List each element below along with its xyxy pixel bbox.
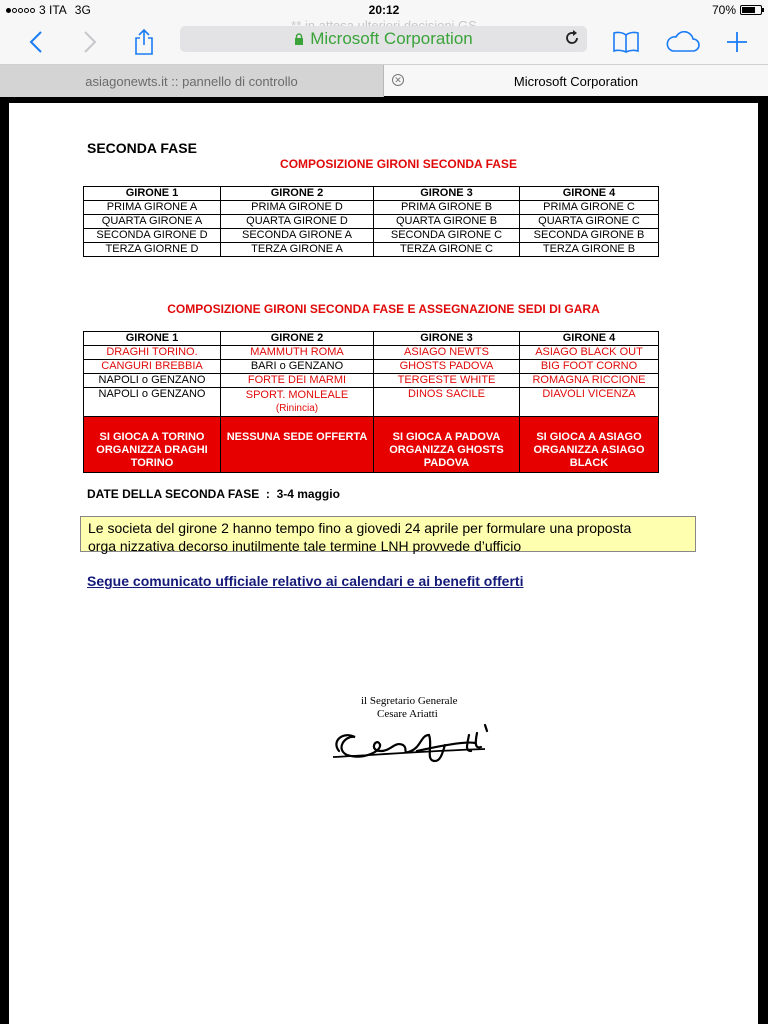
battery-percent: 70% xyxy=(711,3,736,17)
venue-row xyxy=(84,417,659,473)
table-header-row xyxy=(84,332,659,346)
team-cell: ASIAGO BLACK OUT xyxy=(520,346,659,360)
table-cell: PRIMA GIRONE B xyxy=(374,201,520,215)
new-tab-button[interactable] xyxy=(719,24,755,60)
heading-venues: COMPOSIZIONE GIRONI SECONDA FASE E ASSEGNAZIONE SEDI DI GARA xyxy=(167,302,600,316)
table-row xyxy=(84,346,659,360)
clock: 20:12 xyxy=(368,3,400,17)
reload-icon xyxy=(563,29,581,47)
table-cell: QUARTA GIRONE D xyxy=(221,215,374,229)
table-row xyxy=(84,215,659,229)
icloud-tabs-button[interactable] xyxy=(665,24,701,60)
team-cell: DRAGHI TORINO. xyxy=(84,346,221,360)
battery-icon xyxy=(740,5,762,15)
venue-cell: SI GIOCA A TORINO ORGANIZZA DRAGHI TORINO xyxy=(84,417,221,473)
table-row xyxy=(84,243,659,257)
site-title: Microsoft Corporation xyxy=(310,29,473,48)
column-header: GIRONE 4 xyxy=(520,332,659,346)
status-right xyxy=(712,3,762,17)
table-cell: TERZA GIRONE C xyxy=(374,243,520,257)
venue-cell: SI GIOCA A PADOVA ORGANIZZA GHOSTS PADOVA xyxy=(374,417,520,473)
team-cell: NAPOLI o GENZANO xyxy=(84,388,221,417)
table-cell: TERZA GIORNE D xyxy=(84,243,221,257)
signature-name: Cesare Ariatti xyxy=(377,708,438,720)
team-cell: BIG FOOT CORNO xyxy=(520,360,659,374)
column-header: GIRONE 3 xyxy=(374,332,520,346)
notice-line: orga nizzativa decorso inutilmente tale termine LNH provvede d’ufficio xyxy=(88,538,522,554)
carrier-label: 3 ITA xyxy=(39,3,67,17)
tab-label: Microsoft Corporation xyxy=(513,73,639,89)
venue-cell: SI GIOCA A ASIAGO ORGANIZZA ASIAGO BLACK xyxy=(520,417,659,473)
team-cell: GHOSTS PADOVA xyxy=(374,360,520,374)
cloud-tabs-icon xyxy=(665,31,701,53)
team-cell: BARI o GENZANO xyxy=(221,360,374,374)
page-title: SECONDA FASE xyxy=(87,140,197,156)
column-header: GIRONE 1 xyxy=(84,332,221,346)
share-icon xyxy=(133,28,155,56)
column-header: GIRONE 4 xyxy=(520,187,659,201)
notice-box xyxy=(80,516,696,552)
team-name: SPORT. MONLEALE xyxy=(245,389,349,401)
table-cell: SECONDA GIRONE A xyxy=(221,229,374,243)
calendar-link[interactable]: Segue comunicato ufficiale relativo ai calendari e ai benefit offerti xyxy=(87,573,524,589)
bookmarks-button[interactable] xyxy=(608,24,644,60)
lock-icon xyxy=(294,33,304,45)
heading-composition: COMPOSIZIONE GIRONI SECONDA FASE xyxy=(280,157,517,171)
table-cell: PRIMA GIRONE C xyxy=(520,201,659,215)
table-cell: TERZA GIRONE A xyxy=(221,243,374,257)
table-row xyxy=(84,229,659,243)
reload-button[interactable] xyxy=(563,29,581,47)
tab-bar xyxy=(0,64,768,96)
table-cell: QUARTA GIRONE C xyxy=(520,215,659,229)
network-label: 3G xyxy=(74,3,91,17)
table-cell: TERZA GIRONE B xyxy=(520,243,659,257)
team-cell: ROMAGNA RICCIONE xyxy=(520,374,659,388)
team-cell: DINOS SACILE xyxy=(374,388,520,417)
browser-toolbar xyxy=(0,20,768,64)
share-button[interactable] xyxy=(126,24,162,60)
signature-title: il Segretario Generale xyxy=(361,695,458,707)
table-cell: SECONDA GIRONE B xyxy=(520,229,659,243)
table-cell: SECONDA GIRONE C xyxy=(374,229,520,243)
new-tab-icon xyxy=(726,31,748,53)
team-cell: CANGURI BREBBIA xyxy=(84,360,221,374)
status-bar xyxy=(0,0,768,20)
tab-label: asiagonewts.it :: pannello di controllo xyxy=(85,73,298,89)
address-bar[interactable] xyxy=(180,26,587,52)
bookmarks-icon xyxy=(612,31,640,53)
table-cell: QUARTA GIRONE B xyxy=(374,215,520,229)
second-phase-dates: DATE DELLA SECONDA FASE : 3-4 maggio xyxy=(87,487,340,501)
table-cell: SECONDA GIRONE D xyxy=(84,229,221,243)
team-cell: MAMMUTH ROMA xyxy=(221,346,374,360)
column-header: GIRONE 2 xyxy=(221,187,374,201)
team-cell: DIAVOLI VICENZA xyxy=(520,388,659,417)
tab-asiagonewts[interactable] xyxy=(0,65,384,97)
tab-microsoft[interactable] xyxy=(384,65,768,97)
venues-table xyxy=(83,331,659,473)
table-row xyxy=(84,388,659,417)
table-cell: PRIMA GIRONE A xyxy=(84,201,221,215)
back-button[interactable] xyxy=(18,24,54,60)
table-cell: PRIMA GIRONE D xyxy=(221,201,374,215)
close-tab-icon[interactable]: ✕ xyxy=(392,74,404,86)
column-header: GIRONE 2 xyxy=(221,332,374,346)
notice-line: Le societa del girone 2 hanno tempo fino a giovedi 24 aprile per formulare una proposta xyxy=(88,520,632,536)
signature-block xyxy=(319,695,499,775)
table-row xyxy=(84,201,659,215)
back-icon xyxy=(29,30,43,54)
table-row xyxy=(84,360,659,374)
team-cell: TERGESTE WHITE xyxy=(374,374,520,388)
team-cell: NAPOLI o GENZANO xyxy=(84,374,221,388)
forward-button[interactable] xyxy=(72,24,108,60)
groups-table xyxy=(83,186,659,257)
table-cell: QUARTA GIRONE A xyxy=(84,215,221,229)
withdrawal-note: (Rinincia) xyxy=(275,403,319,414)
column-header: GIRONE 1 xyxy=(84,187,221,201)
table-row xyxy=(84,374,659,388)
team-cell: ASIAGO NEWTS xyxy=(374,346,520,360)
document-page xyxy=(9,103,758,1024)
team-cell: FORTE DEI MARMI xyxy=(221,374,374,388)
handwritten-signature xyxy=(325,721,495,771)
column-header: GIRONE 3 xyxy=(374,187,520,201)
forward-icon xyxy=(83,30,97,54)
team-cell-with-note xyxy=(221,388,374,417)
venue-cell: NESSUNA SEDE OFFERTA xyxy=(221,417,374,473)
table-header-row xyxy=(84,187,659,201)
